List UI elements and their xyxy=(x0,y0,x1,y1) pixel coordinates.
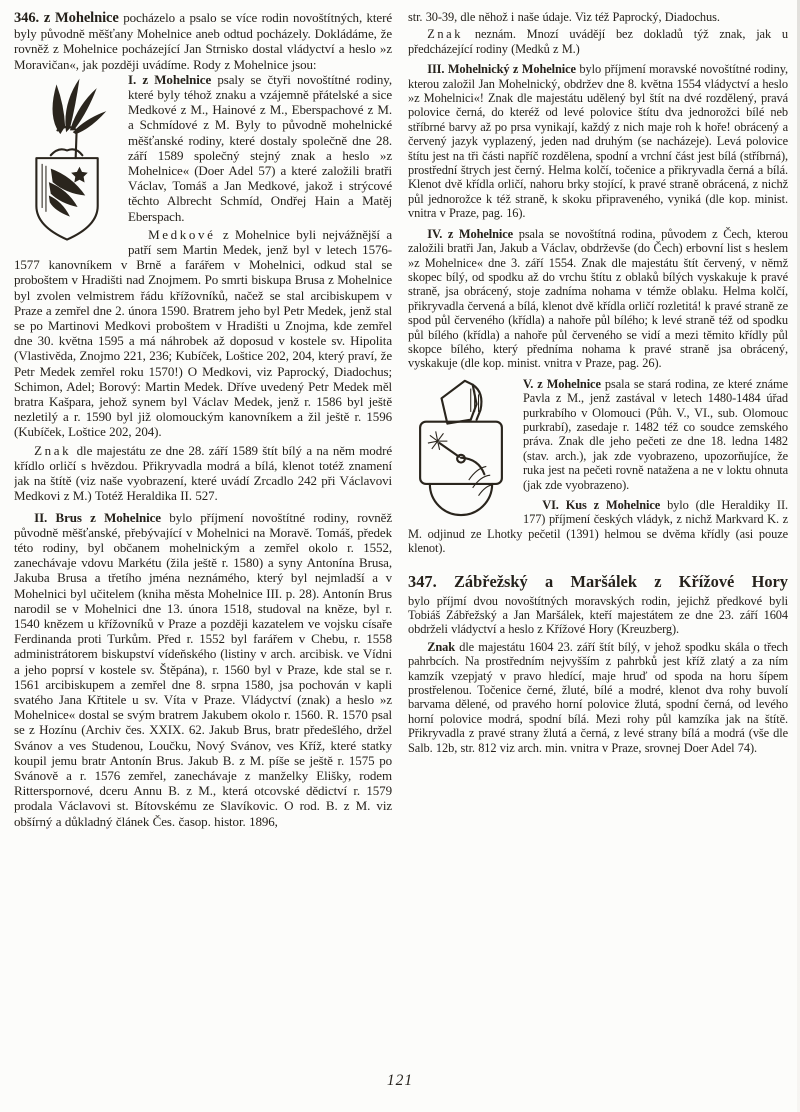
entry-II-text: bylo příjmení novoštítné rodiny, rovněž původně měšťanské, přebývající v Mohelnici na Moravě. Tomáš, předek této rodiny, byl občanem mohelnickým a zemřel okolo r. 1552, zanechávaje vdovu Markétu (žila ještě r. 1580) a syny Antonína Brusa, Jakuba Brusa a třetího jména neznámého, který byl nejmladší a v Mohelnici byl učitelem (kniha města Mohelnice III. p. 28). Antonín Brus narodil se v Mohelnici dne 13. února 1518, studoval na kněze, byl r. 1540 knězem u křížovníků v Praze a později kazatelem ve vojsku císaře Ferdinanda proti Turkům. Před r. 1552 byl farářem v Chebu, r. 1558 administrátorem biskupství vídeňského (listiny v arch. arcibisk. ve Vídni a jeho poprsí v kostele sv. Štěpána), r. 1560 byl v Praze, kde stal se r. 1561 arcibiskupem a zemřel dne 8. srpna 1580, jsa pochován v kapli svatého Jana Křtitele u sv. Víta v Praze. Vládyctví (znak) a heslo »z Mohelnice« dostal se svým bratrem Jakubem okolo r. 1560. R. 1570 psal se z Hozínu (Archiv čes. XXIX. 62. Jakub Brus, bratr předešlého, držel Svánov a ves Studenou, Loučku, Nový Svánov, ves Kříž, které statky koupil jemu bratr Antonín Brus. Jakub B. z M. píše se ještě r. 1575 po Svánově a r. 1576 zemřel, zanechávaje z manželky Elišky, rodem Ritterspornové, dceru Annu B. z M., která otcovské dědictví r. 1579 prodala Václavovi st. Bítovskému ze Slavíkovic. O rod. B. z M. viz obšírný a důkladný článek Čes. časop. histor. 1896, xyxy=(14,509,392,829)
znak-1589-paragraph xyxy=(14,443,392,504)
znak-neznam-lead: Znak xyxy=(427,27,464,42)
wing-shield-crest-icon xyxy=(22,74,114,248)
znak-1604-lead: Znak xyxy=(427,639,456,654)
medkove-text: z Mohelnice byli nejvážnější a patří sem Martin Medek, jenž byl v letech 1576-1577 kanovníkem v Brně a farářem v Mohelnici, odkud stal se proboštem v Hradišti nad Znojmem. Po smrti biskupa Brusa z Mohelnice byl zvolen velmistrem řádu křížovníků, načež se stal arcibiskupem v Praze a zemřel dne 2. února 1590. Bratrem jeho byl Petr Medek, jenž stal se po Martinovi Medkovi proboštem v Hradišti u Znojma, kde zemřel dne 30. května 1595 a má náhrobek až doposud v kostele sv. Hipolita (Vlastivěda, Znojmo 221, 236; Kubíček, Loštice 202, 204, který praví, že Petr Medek zemřel roku 1570!) O Medkovi, viz Paprocký, Diadochus; Schimon, Adel; Borový: Martin Medek. Dříve uvedený Petr Medek měl bratra Kašpara, jehož synem byl Václav Medek, jenž r. 1586 byl ještě nezletilý a r. 1590 byl již olomouckým kanovníkem a žil ještě r. 1596 (Kubíček, Loštice 202, 204). xyxy=(14,226,392,440)
entry-V-lead: V. z Mohelnice xyxy=(523,376,601,391)
continuation-text: str. 30-39, dle něhož i naše údaje. Viz též Paprocký, Diadochus. xyxy=(408,10,720,24)
seal-woodcut-pavel-z-mohelnice xyxy=(412,373,510,522)
znak-1589-text: dle majestátu ze dne 28. září 1589 štít bílý a na něm modré křídlo orličí s hvězdou. Přikryvadla modrá a bílá, klenot totéž znamení jak na štítě (viz naše vyobrazení, které uvádí Zrcadlo 242 při Václavovi Medkovi z M.) Totéž Heraldika II. 527. xyxy=(14,442,392,504)
entry-347-text: bylo příjmí dvou novoštítných moravských rodin, jejichž předkové byli Tobiáš Zábřežský a Jan Maršálek, kteří majestátem ze dne 23. září 1604 obdrželi vládyctví a heslo z Křížové Hory (Kreuzberg). xyxy=(408,593,788,637)
two-column-text xyxy=(14,10,788,1068)
continuation-paragraph xyxy=(408,10,788,24)
znak-1589-lead: Znak xyxy=(34,442,72,458)
entry-347-heading: 347. Zábřežský a Maršálek z Křížové Hory xyxy=(408,571,788,591)
entry-346-text: pocházelo a psalo se více rodin novoštítných, které byly původně měšťany Mohelnice aneb odtud pocházely. Dokládáme, že rovněž z Mohelnice pocházející Jan Strnisko dostal vládyctví a heslo »z Moravičan«, jak později uvádíme. Rody z Mohelnice jsou: xyxy=(14,10,392,72)
znak-neznam-text: neznám. Mnozí uvádějí bez dokladů týž znak, jak u předcházející rodiny (Medků z M.) xyxy=(408,27,788,56)
crest-woodcut-mohelnice-medek xyxy=(22,74,114,251)
entry-VI-text: bylo (dle Heraldiky II. 177) příjmení českých vládyk, z nichž Markvard K. z M. odjinud ze Lhotky pečetil (1391) helmou se dvěma křídly (asi pouze klenot). xyxy=(408,498,788,556)
entry-III-lead: III. Mohelnický z Mohelnice xyxy=(427,62,576,77)
seal-arm-mace-icon xyxy=(412,373,510,519)
entry-346-intro xyxy=(14,10,392,72)
entry-IV-lead: IV. z Mohelnice xyxy=(427,226,514,241)
entry-I-lead: I. z Mohelnice xyxy=(128,71,212,87)
entry-III-paragraph xyxy=(408,62,788,220)
medkove-lead: Medkové xyxy=(148,226,216,242)
entry-347-paragraph xyxy=(408,594,788,637)
medkove-paragraph xyxy=(14,227,392,440)
right-column xyxy=(408,10,788,1068)
znak-1604-paragraph xyxy=(408,640,788,755)
entry-346-lead: 346. z Mohelnice xyxy=(14,10,119,26)
entry-IV-paragraph xyxy=(408,227,788,371)
znak-1604-text: dle majestátu 1604 23. září štít bílý, v jehož spodku skála o třech pahrbcích. Na prostředním nejvyšším z pahrbků jest kříž zlatý a za ním kamzík vzepjatý v pravo hledící, maje hruď od spoda na horu šípem prostřelenou. Točenice černé, žluté, bílé a modré, klenot dva rohy buvolí barvama dělené, od pravého horní polovice žlutá, spodní černá, od levého horní polovice modrá, spodní bílá. Mezi rohy půl kamzíka jak na štítě. Přikryvadla z pravé strany žlutá a černá, z levé strany bílá a modrá (vše dle Salb. 12b, str. 812 viz arch. min. vnitra v Praze, srovnej Doer Adel 74). xyxy=(408,639,788,755)
left-column xyxy=(14,10,392,1068)
entry-III-text: bylo příjmení moravské novoštítné rodiny, kterou založil Jan Mohelnický, obdržev dne 8. května 1554 vládyctví a heslo »z Mohelnici«! Znak dle majestátu udělený byl štít na dvé rozdělený, pravá polovice černá, do kteréž od levé polovice štítu dva jednorožci bílé neb stříbrné barvy až po prsa vynikají, každý z nich maje roh k hoře! obrácený a červený jazyk vyplazený, jeden nad druhým (se nacházeje). Levá polovice štítu jest na tři části napříč rozdělena, spodní a vrchní část jest bílá (stříbrná), prostřední štrych jest černý. Helma kolčí, točenice a přikryvadla černá a bílá. Klenot dvě křídla orličí, nahoru brky stojící, k pravé straně obrácená, z nichž půl jednorožce k též straně, k skoku připraveného, vyniká (dle kop. minist. vnitra v Praze, pag. 16). xyxy=(408,62,788,221)
znak-neznam-paragraph xyxy=(408,27,788,56)
entry-II-lead: II. Brus z Mohelnice xyxy=(34,509,161,525)
entry-IV-text: psala se novoštítná rodina, původem z Čech, kterou založili bratři Jan, Jakub a Václav, obdrževše (do Čech) erbovní list s heslem »z Mohelnice« dne 3. září 1554. Znak dle majestátu štít červený, v němž skopec bílý, od spodku až do vrchu štítu z oblaků bílých vyskakuje k pravé straně, jsa obrácený, stoje zadníma nohama v témže oblaku. Helma kolčí, přikryvadla červená a bílá, klenot dvě křídla orličí rozletitá! k pravé straně ze spod půl červeného (křídla) a nahoře půl bílého; k levé straně též od spodku půl bílého (křídla) a nahoře půl červeného se vidí a mezi těmito křídly půl skopce bílého, který předníma nohama k pravé straně jsa obrácený, vyskakuje (dle kop. minist. vnitra v Praze, pag. 26). xyxy=(408,226,788,371)
entry-VI-lead: VI. Kus z Mohelnice xyxy=(542,498,661,512)
entry-V-text: psala se stará rodina, ze které známe Pavla z M., jenž zastával v letech 1480-1484 úřad purkrabího v Olomouci (Půh. V., VI., sub. Olomouc purkrabí), zasedaje r. 1482 též co soudce zemského práva. Znak dle jeho pečeti ze dne 18. ledna 1482 (stav. arch.), jak zde vyobrazeno, upozorňujíce, že ruka jest na pečeti rovně natažena a ne v loktu ohnuta (jak zde vyobrazeno). xyxy=(523,376,788,492)
entry-II-paragraph xyxy=(14,510,392,829)
entry-I-text: psaly se čtyři novoštítné rodiny, které byly téhož znaku a vzájemně přátelské a sice Medkové z M., Hainové z M., Eberspachové z M. a Schmídové z M. Byly to původně mohelnické měšťanské rodiny, které dostaly společně dne 28. září 1589 společný stejný znak a heslo »z Mohelnice« (Doer Adel 57) a které založili bratři Václav, Tomáš a Jan Medkové, jakož i strýcové těchto Albrecht Schmíd, Ondřej Hain a Matěj Eberspach. xyxy=(128,71,392,224)
page-number: 121 xyxy=(386,1072,414,1089)
